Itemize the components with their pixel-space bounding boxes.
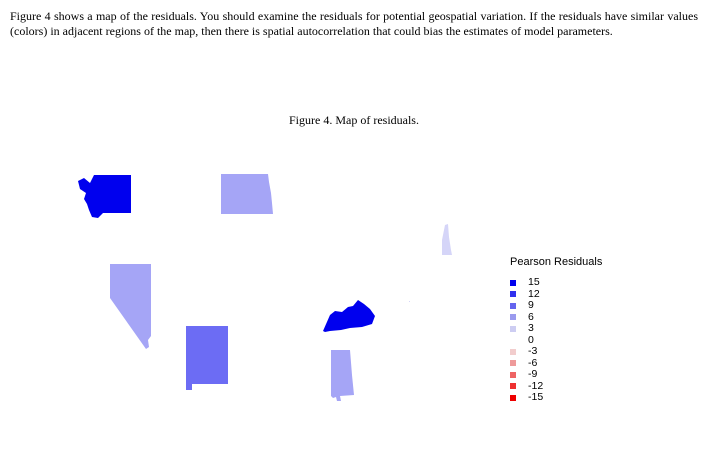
state-new-hampshire bbox=[442, 224, 452, 255]
legend-title: Pearson Residuals bbox=[510, 256, 603, 268]
legend-label: -3 bbox=[528, 345, 538, 358]
legend-label: 3 bbox=[528, 322, 534, 335]
legend-item bbox=[510, 346, 602, 358]
legend-swatch bbox=[510, 291, 516, 297]
intro-paragraph: Figure 4 shows a map of the residuals. You should examine the residuals for potential geospatial variation. If the residuals have similar values (colors) in adjacent regions of the map, then there is spatial autocorrelation that could bias the estimates of model parameters. bbox=[10, 9, 698, 38]
legend-list bbox=[510, 277, 602, 404]
legend-item bbox=[510, 381, 602, 393]
legend-item bbox=[510, 369, 602, 381]
legend-item bbox=[510, 300, 602, 312]
legend-item bbox=[510, 335, 602, 347]
state-alabama bbox=[331, 350, 354, 401]
legend-label: 9 bbox=[528, 299, 534, 312]
legend-item bbox=[510, 312, 602, 324]
legend-label: -15 bbox=[528, 391, 544, 404]
legend-label: -12 bbox=[528, 379, 544, 392]
legend-swatch bbox=[510, 314, 516, 320]
state-new-mexico bbox=[186, 326, 228, 390]
legend-swatch bbox=[510, 360, 516, 366]
legend-label: 15 bbox=[528, 276, 540, 289]
legend-item bbox=[510, 289, 602, 301]
legend-swatch bbox=[510, 326, 516, 332]
legend-label: -6 bbox=[528, 356, 538, 369]
legend-item bbox=[510, 358, 602, 370]
legend-swatch bbox=[510, 280, 516, 286]
legend-label: 6 bbox=[528, 310, 534, 323]
map-speck bbox=[409, 301, 410, 302]
legend-label: 0 bbox=[528, 333, 534, 346]
legend-item bbox=[510, 277, 602, 289]
figure-title: Figure 4. Map of residuals. bbox=[289, 113, 419, 127]
legend-swatch bbox=[510, 372, 516, 378]
legend bbox=[510, 256, 602, 404]
legend-swatch bbox=[510, 337, 516, 343]
legend-item bbox=[510, 323, 602, 335]
legend-label: 12 bbox=[528, 287, 540, 300]
legend-label: -9 bbox=[528, 368, 538, 381]
state-nevada bbox=[110, 264, 151, 349]
state-north-dakota bbox=[221, 174, 273, 214]
legend-item bbox=[510, 392, 602, 404]
legend-swatch bbox=[510, 383, 516, 389]
legend-swatch bbox=[510, 395, 516, 401]
legend-swatch bbox=[510, 349, 516, 355]
state-washington bbox=[78, 175, 131, 218]
state-kentucky bbox=[323, 300, 375, 332]
legend-swatch bbox=[510, 303, 516, 309]
